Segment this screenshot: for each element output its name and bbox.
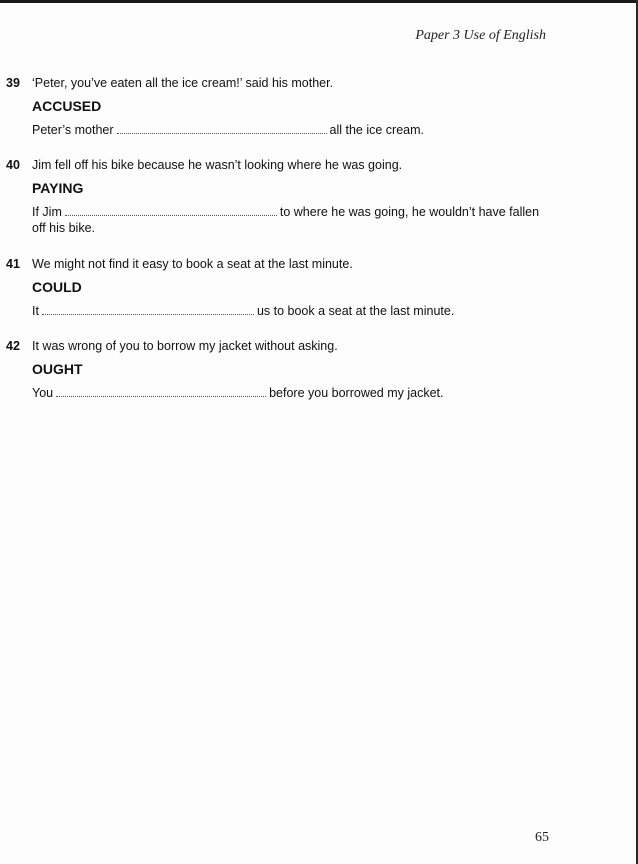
question-number: 42: [6, 339, 20, 353]
question-sentence: We might not find it easy to book a seat at the last minute.: [32, 257, 353, 271]
answer-gap[interactable]: [117, 123, 327, 134]
question-number: 39: [6, 76, 20, 90]
answer-gap[interactable]: [42, 304, 254, 315]
answer-suffix: us to book a seat at the last minute.: [256, 304, 455, 318]
question-number: 41: [6, 257, 20, 271]
question-number: 40: [6, 158, 20, 172]
page-number: 65: [535, 830, 549, 845]
top-border: [0, 0, 638, 3]
answer-suffix: before you borrowed my jacket.: [269, 386, 444, 400]
answer-prefix: If Jim: [32, 205, 62, 219]
key-word: COULD: [32, 279, 82, 295]
answer-continuation: off his bike.: [32, 221, 96, 235]
question-sentence: It was wrong of you to borrow my jacket without asking.: [32, 339, 338, 353]
key-word: OUGHT: [32, 361, 83, 377]
answer-line: [32, 205, 539, 219]
answer-line: [32, 304, 454, 318]
key-word: PAYING: [32, 180, 84, 196]
question-sentence: Jim fell off his bike because he wasn’t looking where he was going.: [32, 158, 403, 172]
answer-suffix: to where he was going, he wouldn’t have fallen: [279, 205, 540, 219]
answer-line: [32, 386, 443, 400]
answer-prefix: Peter’s mother: [32, 123, 114, 137]
answer-prefix: It: [32, 304, 39, 318]
answer-line: [32, 123, 424, 137]
answer-gap[interactable]: [65, 205, 277, 216]
answer-prefix: You: [32, 386, 54, 400]
running-head: Paper 3 Use of English: [415, 28, 546, 43]
question-sentence: ‘Peter, you’ve eaten all the ice cream!’ said his mother.: [32, 76, 334, 90]
answer-gap[interactable]: [56, 386, 266, 397]
answer-suffix: all the ice cream.: [329, 123, 425, 137]
key-word: ACCUSED: [32, 98, 102, 114]
